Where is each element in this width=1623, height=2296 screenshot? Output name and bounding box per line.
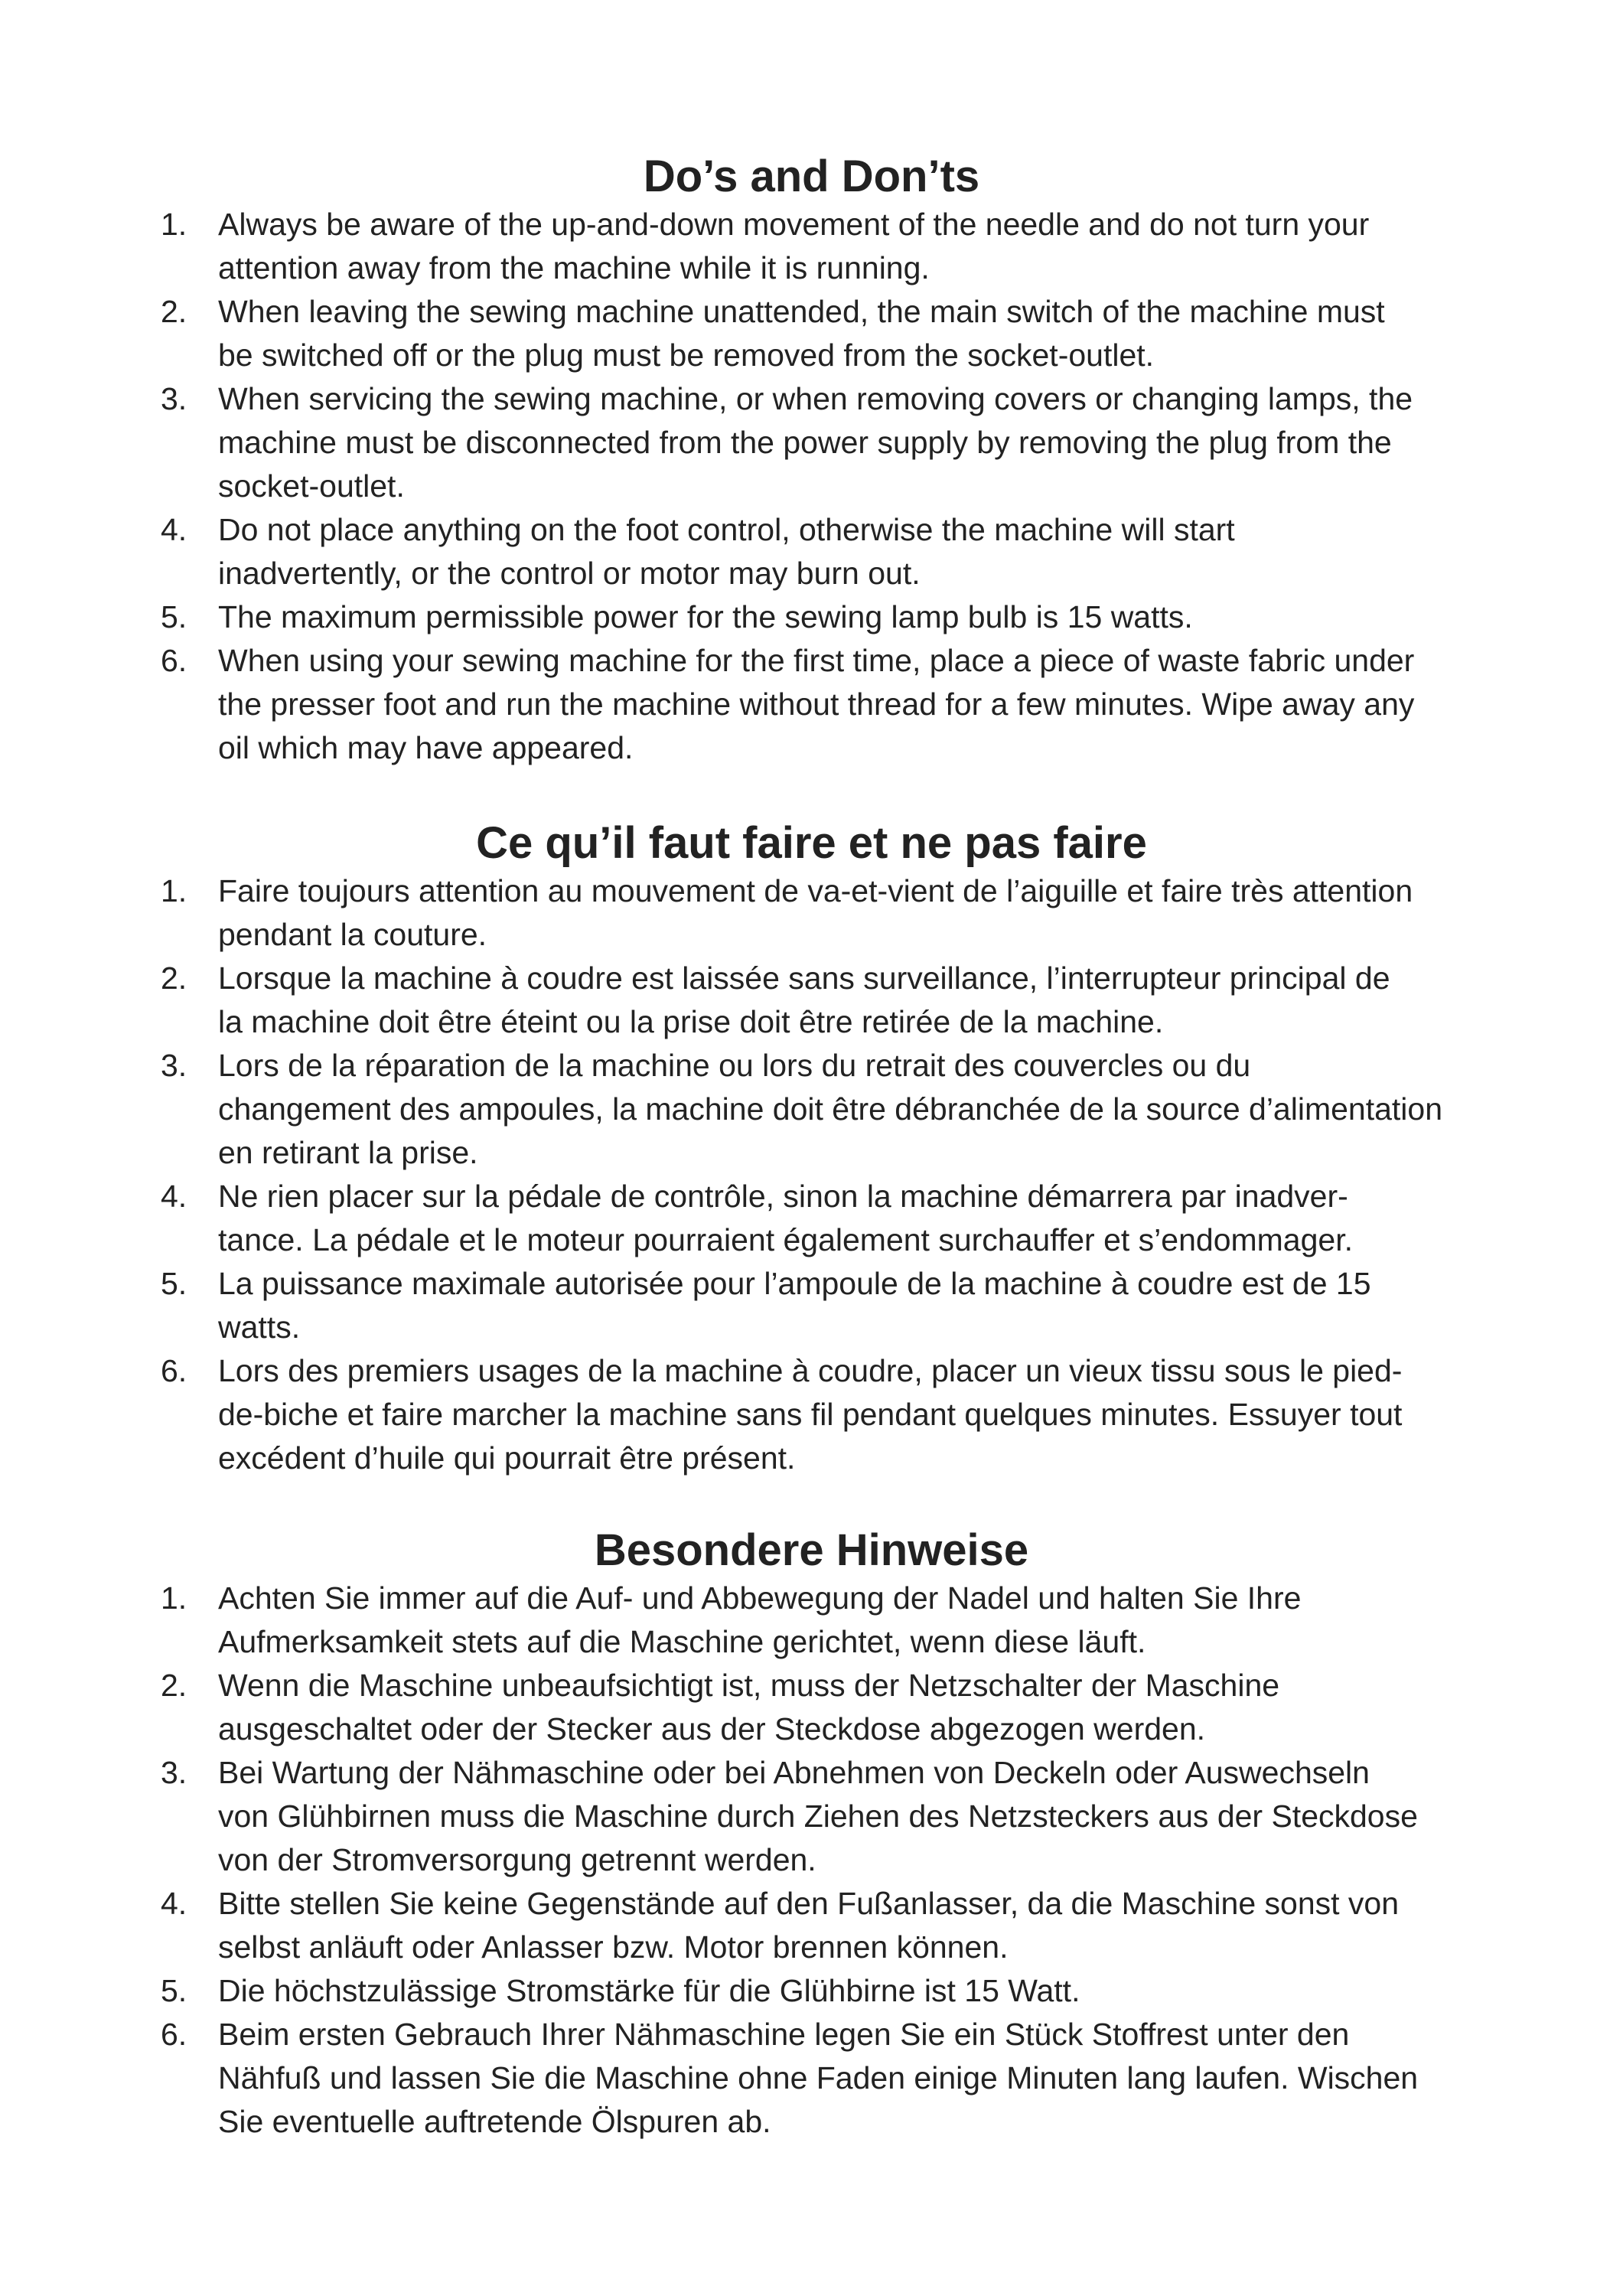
list-item bbox=[0, 1882, 1484, 1969]
item-number: 5. bbox=[161, 1266, 187, 1301]
list-item bbox=[0, 639, 1484, 770]
item-number: 3. bbox=[161, 1755, 187, 1790]
list-item bbox=[0, 203, 1484, 290]
item-text: Lorsque la machine à coudre est laissée sans surveillance, l’interrupteur principal de la machine doit être éteint ou la prise doit être retirée de la machine. bbox=[218, 960, 1390, 1039]
item-number: 6. bbox=[161, 2017, 187, 2052]
item-text: Lors de la réparation de la machine ou lors du retrait des couvercles ou du changement des ampoules, la machine doit être débranchée de la source d’alimentation en retirant la prise. bbox=[218, 1048, 1443, 1170]
list-item bbox=[0, 595, 1484, 639]
item-number: 3. bbox=[161, 381, 187, 416]
item-text: The maximum permissible power for the sewing lamp bulb is 15 watts. bbox=[218, 599, 1193, 634]
item-text: Ne rien placer sur la pédale de contrôle, sinon la machine démarrera par inadver- tance. La pédale et le moteur pourraient également surchauffer et s’endommager. bbox=[218, 1179, 1353, 1257]
item-number: 1. bbox=[161, 1580, 187, 1616]
item-number: 4. bbox=[161, 512, 187, 547]
list-item bbox=[0, 2013, 1484, 2144]
item-text: Beim ersten Gebrauch Ihrer Nähmaschine legen Sie ein Stück Stoffrest unter den Nähfuß und lassen Sie die Maschine ohne Faden einige Minuten lang laufen. Wischen Sie eventuelle auftretende Ölspuren ab. bbox=[218, 2017, 1419, 2139]
item-text: Bei Wartung der Nähmaschine oder bei Abnehmen von Deckeln oder Auswechseln von Glühbirnen muss die Maschine durch Ziehen des Netzsteckers aus der Steckdose von der Stromversorgung getrennt werden. bbox=[218, 1755, 1418, 1877]
section-besondere-hinweise bbox=[0, 1525, 1623, 2144]
list-item bbox=[0, 1044, 1484, 1175]
item-text: Wenn die Maschine unbeaufsichtigt ist, muss der Netzschalter der Maschine ausgeschaltet oder der Stecker aus der Steckdose abgezogen werden. bbox=[218, 1668, 1280, 1746]
item-number: 2. bbox=[161, 1668, 187, 1703]
list-item bbox=[0, 869, 1484, 957]
item-list bbox=[0, 203, 1623, 770]
item-number: 5. bbox=[161, 599, 187, 634]
item-number: 2. bbox=[161, 960, 187, 996]
section-title: Besondere Hinweise bbox=[594, 1525, 1029, 1575]
item-text: Do not place anything on the foot control, otherwise the machine will start inadvertently, or the control or motor may burn out. bbox=[218, 512, 1235, 591]
item-text: Always be aware of the up-and-down movement of the needle and do not turn your attention away from the machine while it is running. bbox=[218, 207, 1370, 285]
item-number: 4. bbox=[161, 1179, 187, 1214]
list-item bbox=[0, 377, 1484, 508]
item-text: Faire toujours attention au mouvement de va-et-vient de l’aiguille et faire très attention pendant la couture. bbox=[218, 873, 1413, 952]
item-text: Lors des premiers usages de la machine à coudre, placer un vieux tissu sous le pied- de-biche et faire marcher la machine sans fil pendant quelques minutes. Essuyer tout excédent d’huile qui pourrait être présent. bbox=[218, 1353, 1403, 1476]
list-item bbox=[0, 1751, 1484, 1882]
item-text: Achten Sie immer auf die Auf- und Abbewegung der Nadel und halten Sie Ihre Aufmerksamkeit stets auf die Maschine gerichtet, wenn diese läuft. bbox=[218, 1580, 1302, 1659]
item-number: 6. bbox=[161, 643, 187, 678]
list-item bbox=[0, 1664, 1484, 1751]
item-number: 1. bbox=[161, 207, 187, 242]
list-item bbox=[0, 290, 1484, 377]
list-item bbox=[0, 957, 1484, 1044]
item-number: 4. bbox=[161, 1886, 187, 1921]
list-item bbox=[0, 1969, 1484, 2013]
list-item bbox=[0, 1577, 1484, 1664]
section-dos-and-donts bbox=[0, 151, 1623, 770]
section-title: Ce qu’il faut faire et ne pas faire bbox=[476, 818, 1147, 868]
item-text: When leaving the sewing machine unattended, the main switch of the machine must be switched off or the plug must be removed from the socket-outlet. bbox=[218, 294, 1385, 373]
item-list bbox=[0, 1577, 1623, 2144]
list-item bbox=[0, 1349, 1484, 1480]
list-item bbox=[0, 1262, 1484, 1349]
section-title: Do’s and Don’ts bbox=[643, 152, 980, 201]
item-text: When servicing the sewing machine, or when removing covers or changing lamps, the machine must be disconnected from the power supply by removing the plug from the socket-outlet. bbox=[218, 381, 1413, 504]
section-ce-quil-faut-faire bbox=[0, 817, 1623, 1480]
item-number: 2. bbox=[161, 294, 187, 329]
list-item bbox=[0, 508, 1484, 595]
item-number: 5. bbox=[161, 1973, 187, 2008]
list-item bbox=[0, 1175, 1484, 1262]
item-number: 1. bbox=[161, 873, 187, 908]
item-number: 6. bbox=[161, 1353, 187, 1388]
item-number: 3. bbox=[161, 1048, 187, 1083]
item-list bbox=[0, 869, 1623, 1480]
item-text: Die höchstzulässige Stromstärke für die Glühbirne ist 15 Watt. bbox=[218, 1973, 1080, 2008]
item-text: When using your sewing machine for the first time, place a piece of waste fabric under the presser foot and run the machine without thread for a few minutes. Wipe away any oil which may have appeared. bbox=[218, 643, 1415, 765]
item-text: La puissance maximale autorisée pour l’ampoule de la machine à coudre est de 15 watts. bbox=[218, 1266, 1371, 1345]
item-text: Bitte stellen Sie keine Gegenstände auf den Fußanlasser, da die Maschine sonst von selbst anläuft oder Anlasser bzw. Motor brennen können. bbox=[218, 1886, 1400, 1965]
